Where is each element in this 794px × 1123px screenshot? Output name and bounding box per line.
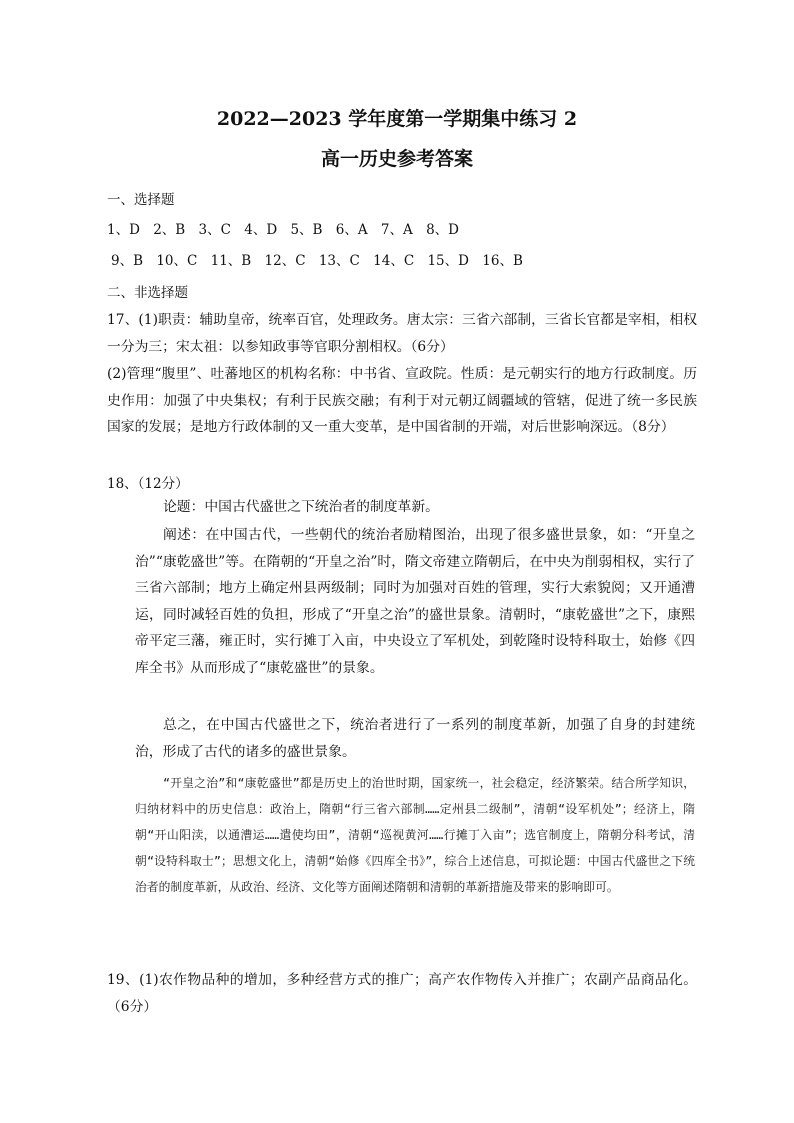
choice-answer: 10、C <box>156 253 198 269</box>
q18-heading: 18、（12分） <box>107 476 189 492</box>
choice-answers-row-2 <box>111 249 532 269</box>
page-subtitle: 高一历史参考答案 <box>320 148 473 170</box>
choice-answer: 13、C <box>318 253 360 269</box>
choice-answer: 11、B <box>210 253 252 269</box>
choice-answer: 12、C <box>264 253 306 269</box>
q18-thesis: 论题：中国古代盛世之下统治者的制度革新。 <box>163 499 439 515</box>
choice-answer: 16、B <box>482 253 523 269</box>
choice-answer: 15、D <box>427 253 469 269</box>
choice-answer: 7、A <box>380 222 413 238</box>
q18-conclusion: 总之，在中国古代盛世之下，统治者进行了一系列的制度革新，加强了自身的封建统治，形成了古代的诸多的盛世景象。 <box>135 717 695 760</box>
choice-answer: 3、C <box>198 222 231 238</box>
choice-answer: 14、C <box>373 253 415 269</box>
q17-part2-answer: (2)管理“腹里”、吐蕃地区的机构名称：中书省、宣政院。性质：是元朝实行的地方行政制度。历史作用：加强了中央集权；有利于民族交融；有利于对元朝辽阔疆域的管辖，促进了统一多民族国家的发展；是地方行政体制的又一重大变革，是中国省制的开端，对后世影响深远。（8分） <box>107 366 697 435</box>
page-title: 2022—2023 学年度第一学期集中练习 2 <box>216 108 578 130</box>
choice-answers-row-1 <box>107 218 468 238</box>
q18-argument: 阐述：在中国古代，一些朝代的统治者励精图治，出现了很多盛世景象，如：“开皇之治”“康乾盛世”等。在隋朝的“开皇之治”时，隋文帝建立隋朝后，在中央为削弱相权，实行了三省六部制；地方上确定州县两级制；同时为加强对百姓的管理，实行大索貌阅；又开通漕运，同时减轻百姓的负担，形成了“开皇之治”的盛世景象。清朝时，“康乾盛世”之下，康熙帝平定三藩，雍正时，实行摊丁入亩，中央设立了军机处，到乾隆时设特科取士，始修《四库全书》从而形成了“康乾盛世”的景象。 <box>135 527 695 676</box>
q18-explanation-note: “开皇之治”和“康乾盛世”都是历史上的治世时期，国家统一，社会稳定，经济繁荣。结合所学知识，归纳材料中的历史信息：政治上，隋朝“行三省六部制……定州县二级制”，清朝“设军机处”；经济上，隋朝“开山阳渎，以通漕运……遣使均田”，清朝“巡视黄河……行摊丁入亩”；选官制度上，隋朝分科考试，清朝“设特科取士”；思想文化上，清朝“始修《四库全书》”，综合上述信息，可拟论题：中国古代盛世之下统治者的制度革新，从政治、经济、文化等方面阐述隋朝和清朝的革新措施及带来的影响即可。 <box>135 776 695 894</box>
choice-answer: 6、A <box>335 222 368 238</box>
choice-answer: 1、D <box>107 222 140 238</box>
q17-part1-answer: 17、(1)职责：辅助皇帝，统率百官，处理政务。唐太宗：三省六部制，三省长官都是宰相，相权一分为三；宋太祖：以参知政事等官职分割相权。（6分） <box>107 312 697 355</box>
section-heading-nonchoice: 二、非选择题 <box>107 285 188 301</box>
choice-answer: 5、B <box>290 222 323 238</box>
choice-answer: 2、B <box>153 222 186 238</box>
choice-answer: 4、D <box>244 222 278 238</box>
choice-answer: 8、D <box>426 222 459 238</box>
q19-part1-answer: 19、(1)农作物品种的增加，多种经营方式的推广；高产农作物传入并推广；农副产品商品化。（6分） <box>107 972 697 1015</box>
choice-answer: 9、B <box>111 253 144 269</box>
section-heading-choice: 一、选择题 <box>107 192 175 208</box>
